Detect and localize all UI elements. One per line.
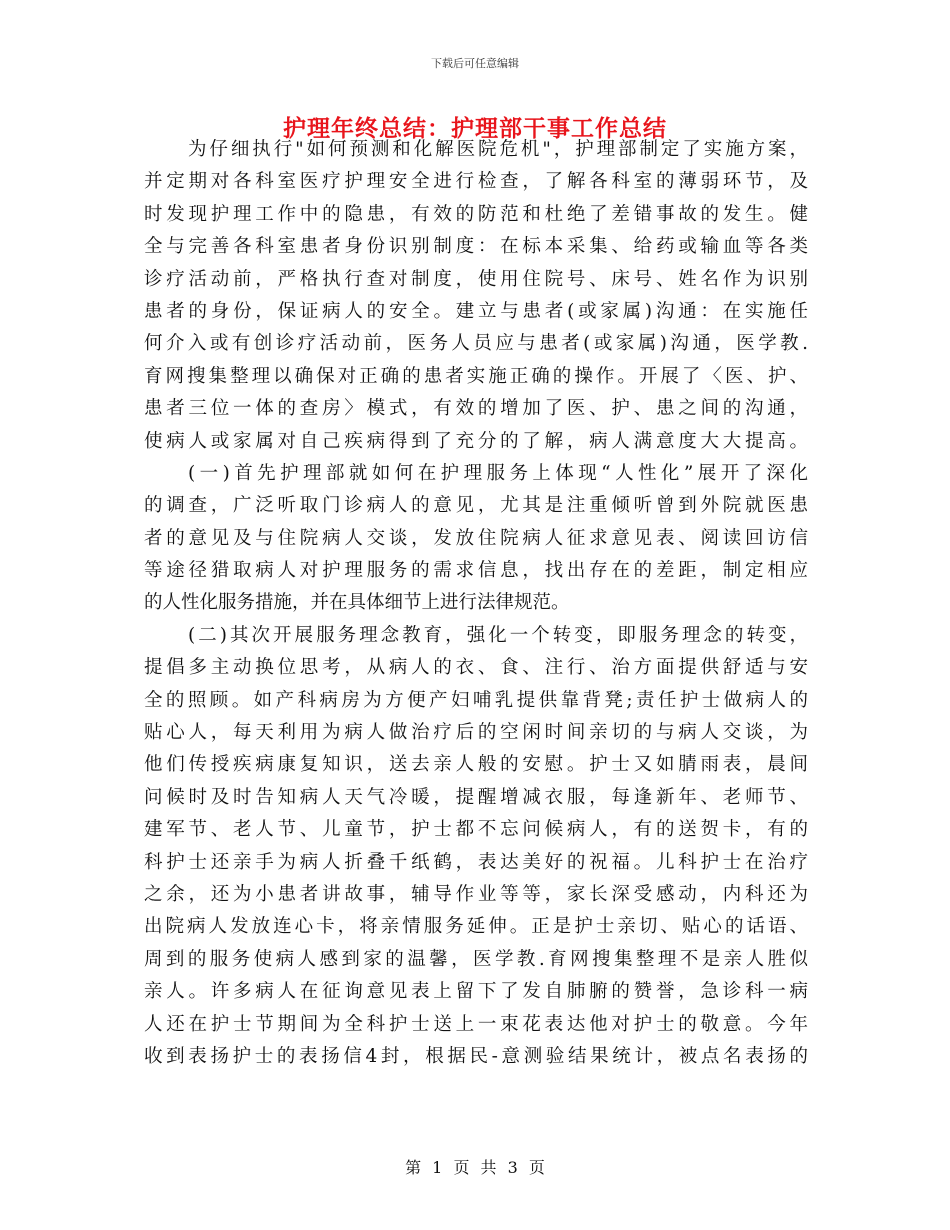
text-line: 亲人。许多病人在征询意见表上留下了发自肺腑的赞誉，急诊科一病 xyxy=(144,981,808,1003)
text-line: 的人性化服务措施，并在具体细节上进行法律规范。 xyxy=(144,592,570,614)
text-line: 提倡多主动换位思考，从病人的衣、食、注行、治方面提供舒适与安 xyxy=(144,657,808,679)
text-line: 人还在护士节期间为全科护士送上一束花表达他对护士的敬意。今年 xyxy=(144,1013,808,1035)
text-line: 诊疗活动前，严格执行查对制度，使用住院号、床号、姓名作为识别 xyxy=(144,268,808,290)
text-line: (一)首先护理部就如何在护理服务上体现“人性化”展开了深化 xyxy=(188,462,808,484)
text-line: 者的意见及与住院病人交谈，发放住院病人征求意见表、阅读回访信 xyxy=(144,527,808,549)
text-line: 周到的服务使病人感到家的温馨，医学教.育网搜集整理不是亲人胜似 xyxy=(144,948,808,970)
text-line: 科护士还亲手为病人折叠千纸鹤，表达美好的祝福。儿科护士在治疗 xyxy=(144,851,808,873)
text-line: 患者三位一体的查房〉模式，有效的增加了医、护、患之间的沟通， xyxy=(144,398,808,420)
text-line: 之余，还为小患者讲故事，辅导作业等等，家长深受感动，内科还为 xyxy=(144,883,808,905)
text-line: 全的照顾。如产科病房为方便产妇哺乳提供靠背凳;责任护士做病人的 xyxy=(144,689,808,711)
text-line: 为仔细执行"如何预测和化解医院危机"，护理部制定了实施方案， xyxy=(188,139,808,160)
text-line: 何介入或有创诊疗活动前，医务人员应与患者(或家属)沟通，医学教. xyxy=(144,333,808,355)
paragraph-2 xyxy=(144,458,808,620)
text-line: 等途径猎取病人对护理服务的需求信息，找出存在的差距，制定相应 xyxy=(144,560,808,582)
text-line: 时发现护理工作中的隐患，有效的防范和杜绝了差错事故的发生。健 xyxy=(144,203,808,225)
text-line: 收到表扬护士的表扬信4封，根据民-意测验结果统计，被点名表扬的 xyxy=(144,1045,808,1067)
text-line: 全与完善各科室患者身份识别制度：在标本采集、给药或输血等各类 xyxy=(144,236,808,258)
text-line: 的调查，广泛听取门诊病人的意见，尤其是注重倾听曾到外院就医患 xyxy=(144,495,808,517)
text-line: 贴心人，每天利用为病人做治疗后的空闲时间亲切的与病人交谈，为 xyxy=(144,722,808,744)
text-line: 建军节、老人节、儿童节，护士都不忘问候病人，有的送贺卡，有的 xyxy=(144,819,808,841)
header-note: 下载后可任意编辑 xyxy=(431,57,519,70)
document-body xyxy=(144,134,808,1073)
text-line: 患者的身份，保证病人的安全。建立与患者(或家属)沟通：在实施任 xyxy=(144,300,808,322)
text-line: 出院病人发放连心卡，将亲情服务延伸。正是护士亲切、贴心的话语、 xyxy=(144,916,808,938)
document-title: 护理年终总结：护理部干事工作总结 xyxy=(283,116,667,142)
text-line: 并定期对各科室医疗护理安全进行检查，了解各科室的薄弱环节，及 xyxy=(144,171,808,193)
page-footer: 第 1 页 共 3 页 xyxy=(405,1158,545,1177)
paragraph-1 xyxy=(144,134,808,458)
text-line: (二)其次开展服务理念教育，强化一个转变，即服务理念的转变， xyxy=(188,624,808,646)
paragraph-3 xyxy=(144,620,808,1073)
text-line: 使病人或家属对自己疾病得到了充分的了解，病人满意度大大提高。 xyxy=(144,430,808,452)
text-line: 问候时及时告知病人天气冷暖，提醒增减衣服，每逢新年、老师节、 xyxy=(144,786,808,808)
text-line: 他们传授疾病康复知识，送去亲人般的安慰。护士又如腈雨表，晨间 xyxy=(144,754,808,776)
text-line: 育网搜集整理以确保对正确的患者实施正确的操作。开展了〈医、护、 xyxy=(144,365,808,387)
